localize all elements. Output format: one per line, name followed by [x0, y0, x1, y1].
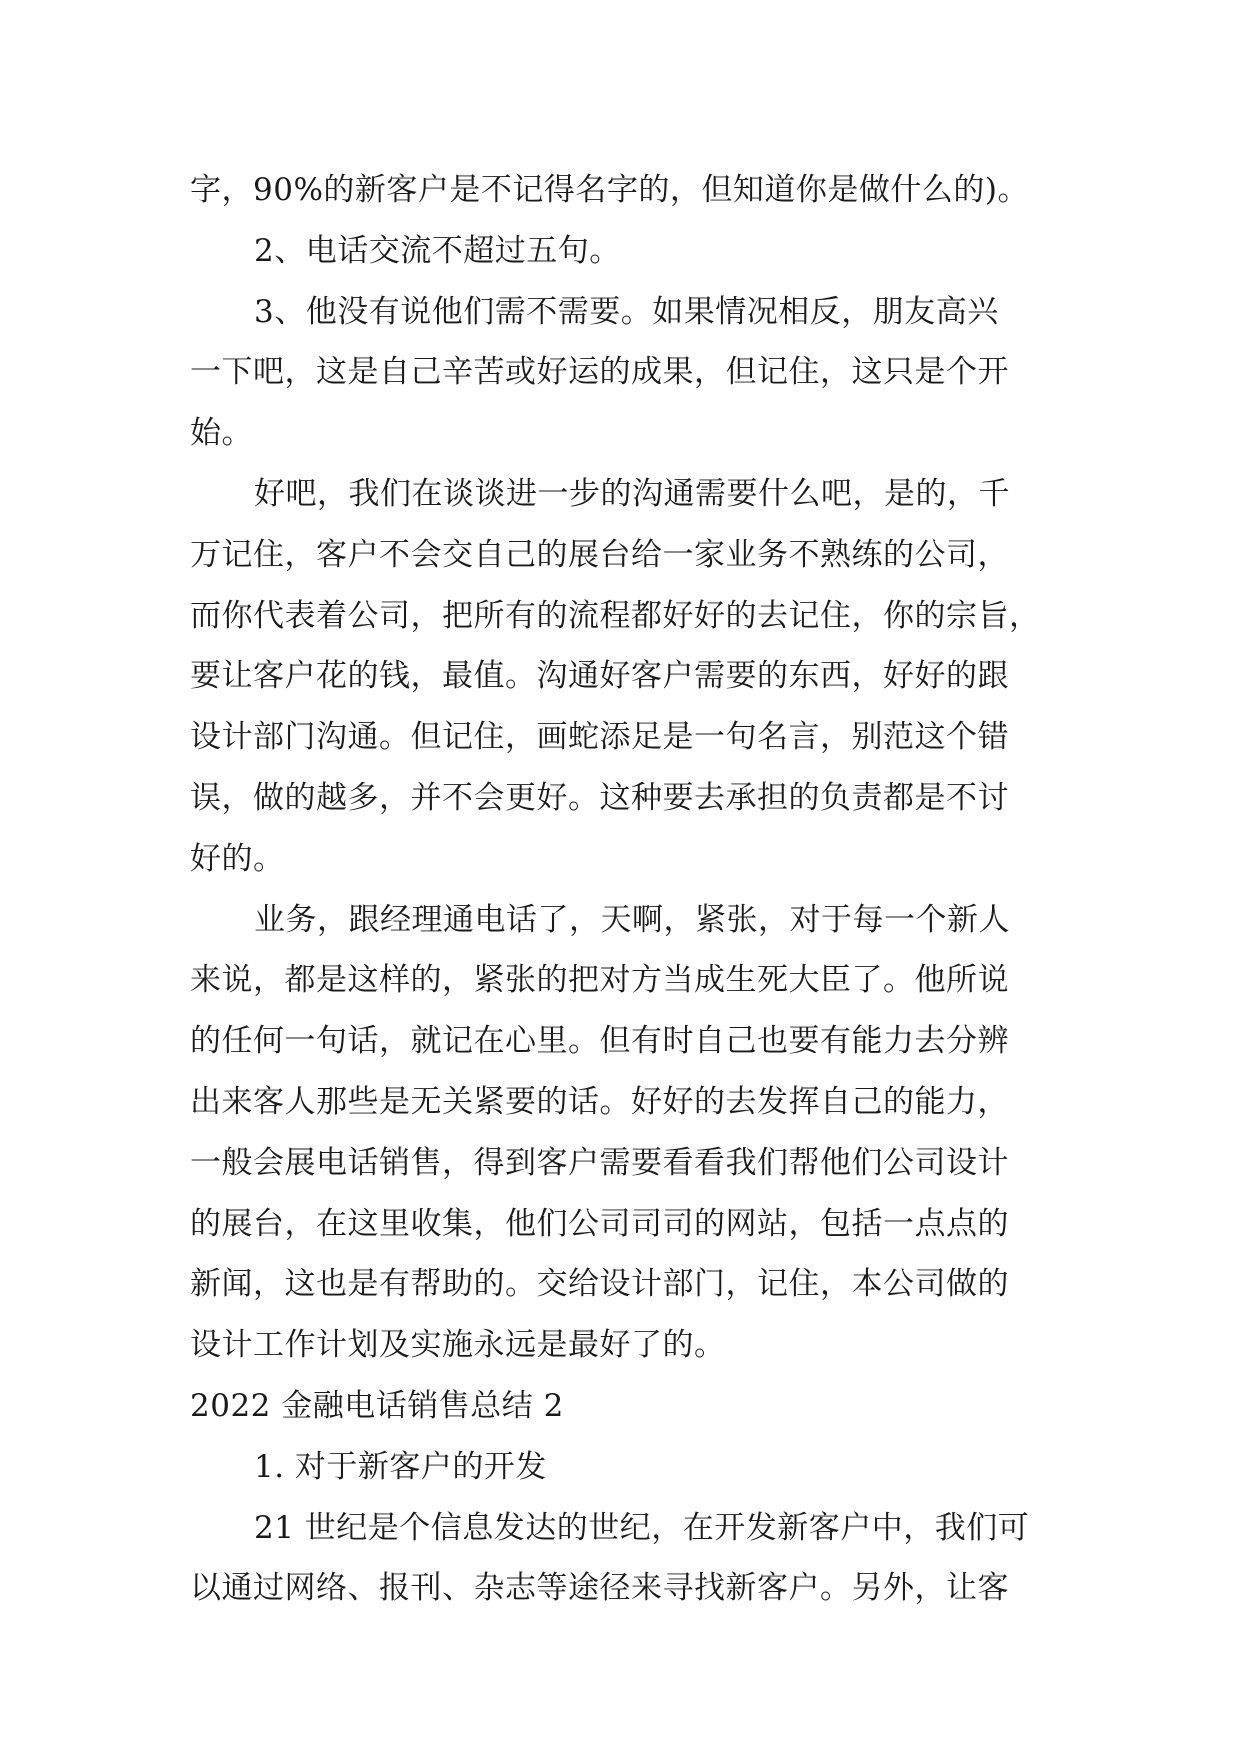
- text-line: 21 世纪是个信息发达的世纪，在开发新客户中，我们可: [254, 1509, 1030, 1546]
- text-line: 设计部门沟通。但记住，画蛇添足是一句名言，别范这个错: [190, 719, 1009, 756]
- text-line: 字，90%的新客户是不记得名字的，但知道你是做什么的)。: [190, 172, 1029, 208]
- section-heading: 2022 金融电话销售总结 2: [190, 1387, 564, 1424]
- text-line: 一般会展电话销售，得到客户需要看看我们帮他们公司设计: [190, 1144, 1009, 1181]
- text-line: 新闻，这也是有帮助的。交给设计部门，记住，本公司做的: [190, 1266, 1009, 1303]
- text-line: 好的。: [190, 840, 285, 877]
- text-line: 而你代表着公司，把所有的流程都好好的去记住，你的宗旨，: [190, 597, 1041, 634]
- text-line: 3、他没有说他们需不需要。如果情况相反，朋友高兴: [254, 293, 999, 330]
- text-line: 的展台，在这里收集，他们公司司司的网站，包括一点点的: [190, 1205, 1009, 1242]
- text-line: 业务，跟经理通电话了，天啊，紧张，对于每一个新人: [254, 901, 1010, 938]
- text-line: 始。: [190, 415, 253, 452]
- text-line: 万记住，客户不会交自己的展台给一家业务不熟练的公司，: [190, 536, 1009, 573]
- text-line: 一下吧，这是自己辛苦或好运的成果，但记住，这只是个开: [190, 354, 1009, 391]
- text-line: 以通过网络、报刊、杂志等途径来寻找新客户。另外，让客: [190, 1570, 1009, 1607]
- text-line: 设计工作计划及实施永远是最好了的。: [190, 1327, 726, 1364]
- text-line: 好吧，我们在谈谈进一步的沟通需要什么吧，是的，千: [254, 475, 1010, 512]
- text-line: 2、电话交流不超过五句。: [254, 232, 621, 269]
- text-line: 要让客户花的钱，最值。沟通好客户需要的东西，好好的跟: [190, 658, 1009, 695]
- text-line: 出来客人那些是无关紧要的话。好好的去发挥自己的能力，: [190, 1083, 1009, 1120]
- subsection-heading: 1. 对于新客户的开发: [254, 1448, 547, 1485]
- text-line: 来说，都是这样的，紧张的把对方当成生死大臣了。他所说: [190, 962, 1009, 999]
- text-line: 的任何一句话，就记在心里。但有时自己也要有能力去分辨: [190, 1023, 1009, 1060]
- text-line: 误，做的越多，并不会更好。这种要去承担的负责都是不讨: [190, 779, 1009, 816]
- document-body: [190, 160, 1060, 1619]
